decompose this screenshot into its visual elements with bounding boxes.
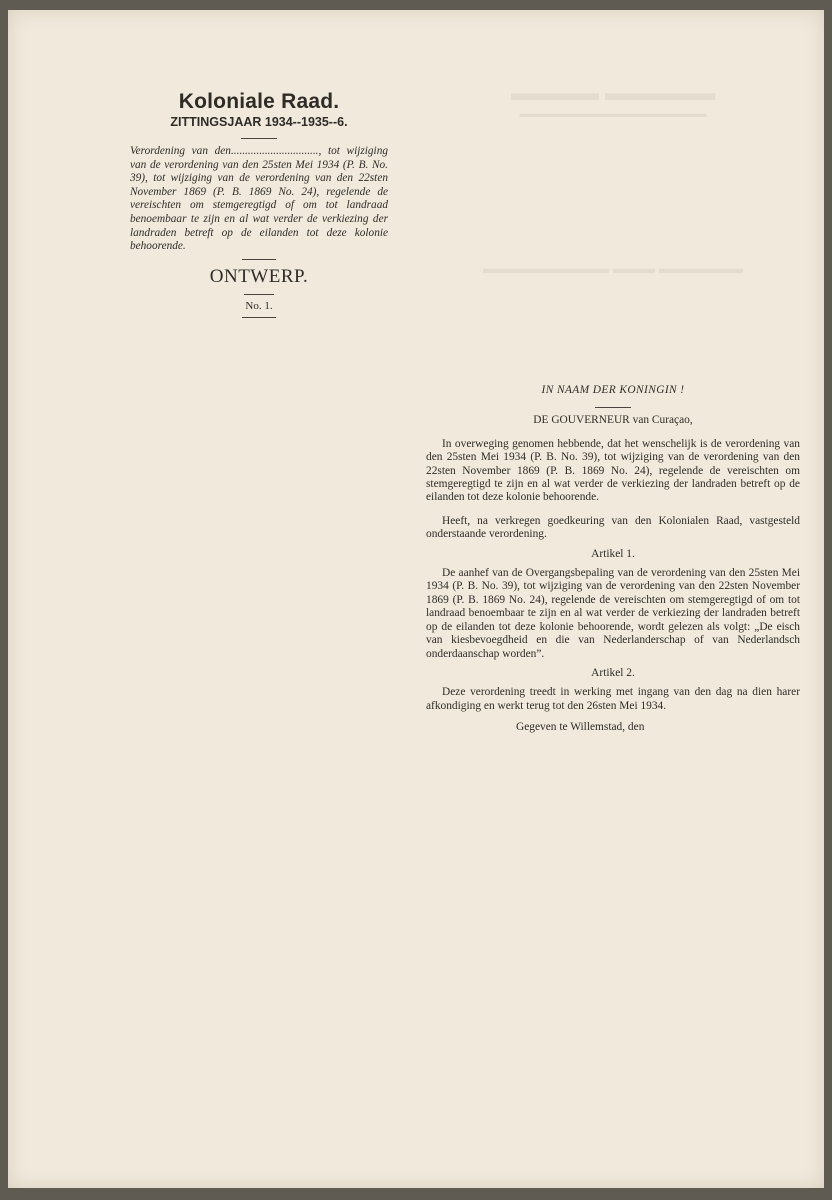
article-1-text: De aanhef van de Overgangsbepaling van de verordening van den 25sten Mei 1934 (P. B. No. 39), tot wijziging van de verordening van den 22sten November 1869 (P. B. 1869 No. 24), regelende de vereischten om stemgeregtigd of om tot landraad benoembaar te zijn en al wat verder de verkiezing der landraden betreft op de eilanden tot deze kolonie behoorende, wordt gelezen als volgt: „De eisch van kiesbevoegdheid en die van Nederlanderschap of van Nederlandsch onderdaanschap worden”. <box>426 567 800 660</box>
considering-paragraph: In overweging genomen hebbende, dat het wenschelijk is de verordening van den 25sten Mei 1934 (P. B. No. 39), tot wijziging van de verordening van den 22sten November 1869 (P. B. 1869 No. 24), regelende de vereischten om stemgeregtigd te zijn en al wat verder de verkiezing der landraden betreft op de eilanden tot deze kolonie behoorende. <box>426 437 800 504</box>
session-year: ZITTINGSJAAR 1934--1935--6. <box>170 115 348 129</box>
invocation: IN NAAM DER KONINGIN ! <box>541 384 685 396</box>
divider <box>244 294 274 295</box>
article-1-heading: Artikel 1. <box>591 547 635 560</box>
divider <box>595 407 631 408</box>
ordinance-text <box>426 384 800 735</box>
council-title: Koloniale Raad. <box>178 90 340 113</box>
document-page <box>8 10 824 1188</box>
divider <box>242 317 276 318</box>
draft-number: No. 1. <box>245 299 273 312</box>
given-at-line: Gegeven te Willemstad, den <box>516 721 645 734</box>
draft-label: ONTWERP. <box>209 265 309 287</box>
divider <box>241 138 277 139</box>
article-2-text: Deze verordening treedt in werking met ingang van den dag na dien harer afkondiging en werkt terug tot den 26sten Mei 1934. <box>426 686 800 712</box>
divider <box>242 259 276 260</box>
ordinance-summary: Verordening van den..............................., tot wijziging van de verordening van den 25sten Mei 1934 (P. B. No. 39), tot wijziging van de verordening van den 22sten November 1869 (P. B. 1869 No. 24), regelende de vereischten om stemgeregtigd of om tot landraad benoembaar te zijn en al wat verder de verkiezing der landraden betreft op de eilanden tot deze kolonie behoorende. <box>130 145 388 253</box>
article-2-heading: Artikel 2. <box>591 666 635 679</box>
show-through-ghost: ▬▬▬▬▬ ▬▬▬▬ ▬▬▬▬▬▬▬▬▬▬▬▬▬▬▬▬▬ ▬▬▬▬▬▬ ▬▬▬ ▬▬▬▬▬▬▬▬▬ <box>483 80 743 276</box>
enactment-paragraph: Heeft, na verkregen goedkeuring van den Kolonialen Raad, vastgesteld onderstaande verordening. <box>426 514 800 541</box>
governor-line: DE GOUVERNEUR van Curaçao, <box>533 414 693 427</box>
header-column <box>130 90 388 318</box>
